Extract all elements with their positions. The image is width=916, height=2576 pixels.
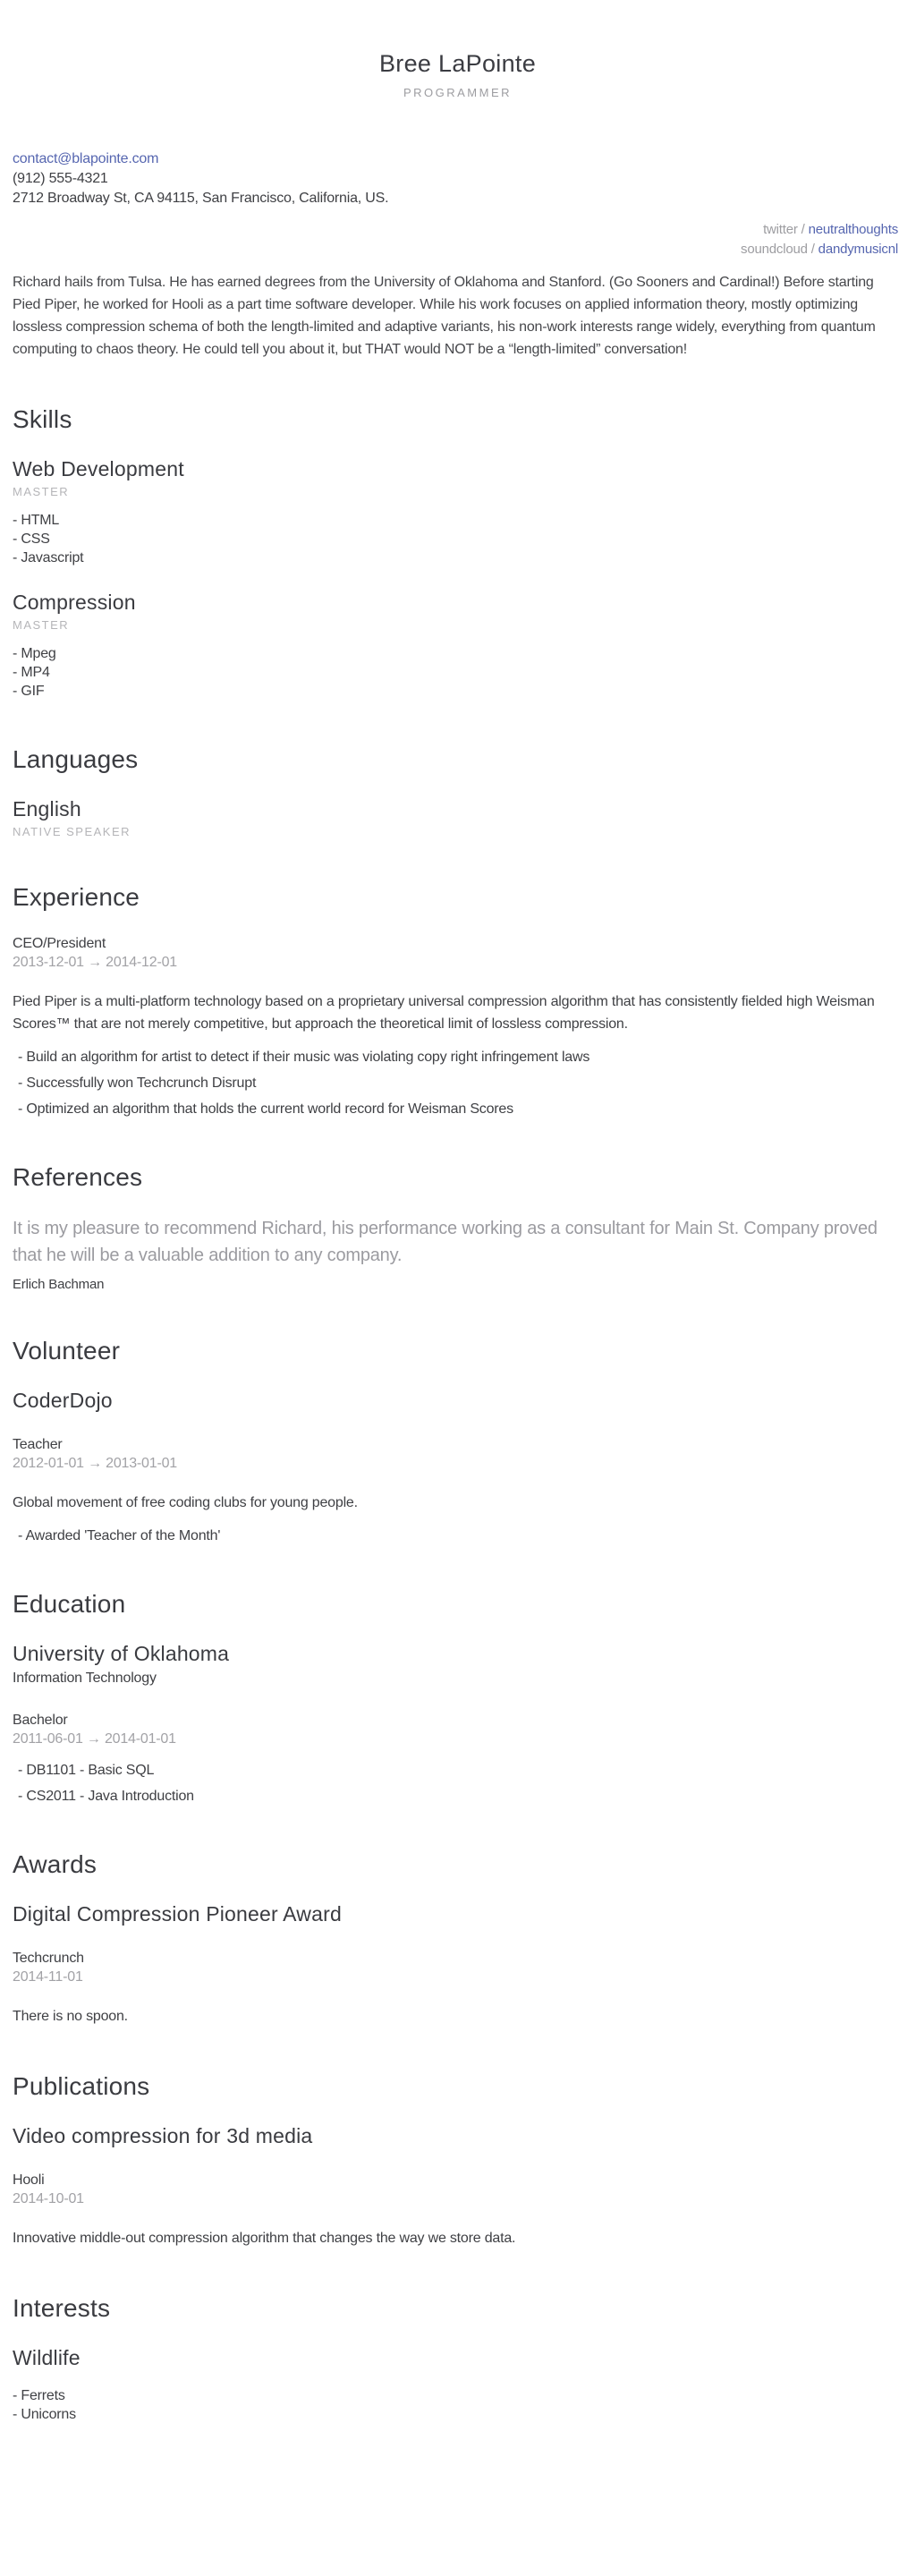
skill-keywords-list — [13, 644, 903, 701]
contact-email-row — [13, 149, 903, 169]
person-title: PROGRAMMER — [403, 86, 513, 99]
interests-heading: Interests — [13, 2294, 111, 2322]
experience-heading: Experience — [13, 883, 140, 911]
social-profiles — [13, 220, 903, 259]
language-name: English — [13, 797, 81, 820]
skill-item — [13, 591, 903, 701]
twitter-username-link[interactable]: neutralthoughts — [808, 222, 898, 237]
skill-keyword-item: - Javascript — [13, 548, 903, 567]
profile-soundcloud — [13, 240, 898, 259]
award-date: 2014-11-01 — [13, 1969, 83, 1985]
education-area: Information Technology — [13, 1671, 157, 1686]
job-highlights-list — [13, 1048, 903, 1118]
reference-name: Erlich Bachman — [13, 1277, 105, 1292]
award-title: Digital Compression Pioneer Award — [13, 1902, 342, 1926]
interest-keyword-item: - Ferrets — [13, 2386, 903, 2405]
language-level-badge: NATIVE SPEAKER — [13, 825, 131, 838]
resume-header — [13, 50, 903, 361]
interest-keywords-list — [13, 2386, 903, 2424]
skill-name: Web Development — [13, 457, 184, 480]
education-course-item: - CS2011 - Java Introduction — [18, 1787, 903, 1806]
publication-summary: Innovative middle-out compression algorithm that changes the way we store data. — [13, 2231, 516, 2246]
publication-name: Video compression for 3d media — [13, 2124, 313, 2147]
education-courses-list — [13, 1761, 903, 1806]
section-references — [13, 1163, 903, 1292]
section-education — [13, 1590, 903, 1806]
award-awarder: Techcrunch — [13, 1951, 84, 1966]
profile-twitter — [13, 220, 898, 240]
education-heading: Education — [13, 1590, 126, 1618]
publication-date: 2014-10-01 — [13, 2191, 84, 2206]
soundcloud-network-label: soundcloud / — [741, 242, 815, 257]
interest-item — [13, 2346, 903, 2424]
skills-heading: Skills — [13, 405, 72, 433]
interest-keyword-item: - Unicorns — [13, 2405, 903, 2424]
publication-item — [13, 2124, 903, 2249]
job-highlight-item: - Build an algorithm for artist to detect if their music was violating copy right infringement laws — [18, 1048, 903, 1067]
skill-keywords-list — [13, 511, 903, 567]
job-dates: 2013-12-01 → 2014-12-01 — [13, 955, 177, 970]
skill-keyword-item: - MP4 — [13, 663, 903, 682]
section-awards — [13, 1850, 903, 2028]
skill-keyword-item: - GIF — [13, 682, 903, 701]
experience-item — [13, 935, 903, 1118]
education-course-item: - DB1101 - Basic SQL — [18, 1761, 903, 1780]
publications-heading: Publications — [13, 2072, 150, 2100]
job-highlight-item: - Successfully won Techcrunch Disrupt — [18, 1074, 903, 1092]
volunteer-organization: CoderDojo — [13, 1389, 113, 1412]
person-name: Bree LaPointe — [378, 50, 537, 77]
award-item — [13, 1902, 903, 2028]
contact-address: 2712 Broadway St, CA 94115, San Francisco, California, US. — [13, 191, 389, 206]
education-institution: University of Oklahoma — [13, 1642, 230, 1665]
volunteer-summary: Global movement of free coding clubs for young people. — [13, 1495, 358, 1510]
education-study-type: Bachelor — [13, 1713, 68, 1728]
publication-publisher: Hooli — [13, 2172, 45, 2188]
skill-name: Compression — [13, 591, 136, 614]
skill-keyword-item: - Mpeg — [13, 644, 903, 663]
volunteer-dates: 2012-01-01 → 2013-01-01 — [13, 1456, 177, 1471]
volunteer-item — [13, 1389, 903, 1545]
volunteer-highlights-list — [13, 1526, 903, 1545]
language-item — [13, 797, 903, 838]
awards-heading: Awards — [13, 1850, 98, 1878]
twitter-network-label: twitter / — [763, 222, 805, 237]
award-summary: There is no spoon. — [13, 2009, 128, 2024]
interest-name: Wildlife — [13, 2346, 81, 2369]
education-item — [13, 1642, 903, 1806]
contact-block — [13, 149, 903, 208]
job-position: CEO/President — [13, 936, 106, 951]
section-languages — [13, 745, 903, 838]
skill-keyword-item: - CSS — [13, 530, 903, 548]
skill-level-badge: MASTER — [13, 618, 70, 632]
reference-item — [13, 1215, 903, 1292]
job-highlight-item: - Optimized an algorithm that holds the current world record for Weisman Scores — [18, 1100, 903, 1118]
reference-quote: It is my pleasure to recommend Richard, his performance working as a consultant for Main St. Company proved that he will be a valuable addition to any company. — [13, 1219, 878, 1265]
section-experience — [13, 883, 903, 1118]
skill-item — [13, 457, 903, 567]
section-volunteer — [13, 1337, 903, 1545]
education-dates: 2011-06-01 → 2014-01-01 — [13, 1731, 176, 1747]
about-summary: Richard hails from Tulsa. He has earned degrees from the University of Oklahoma and Stanford. (Go Sooners and Cardinal!) Before starting Pied Piper, he worked for Hooli as a part time software developer. While his work focuses on applied information theory, mostly optimizing lossless compression schema of both the length-limited and adaptive variants, his non-work interests range widely, everything from quantum computing to chaos theory. He could tell you about it, but THAT would NOT be a “length-limited” conversation! — [13, 275, 876, 357]
references-heading: References — [13, 1163, 143, 1191]
skill-level-badge: MASTER — [13, 485, 70, 498]
soundcloud-username-link[interactable]: dandymusicnl — [818, 242, 898, 257]
email-link[interactable]: contact@blapointe.com — [13, 151, 159, 166]
volunteer-position: Teacher — [13, 1437, 63, 1452]
contact-phone: (912) 555-4321 — [13, 171, 108, 186]
section-skills — [13, 405, 903, 701]
volunteer-heading: Volunteer — [13, 1337, 121, 1365]
languages-heading: Languages — [13, 745, 139, 773]
section-publications — [13, 2072, 903, 2249]
job-summary: Pied Piper is a multi-platform technology based on a proprietary universal compression algorithm that has consistently fielded high Weisman Scores™ that are not merely competitive, but approach the theoretical limit of lossless compression. — [13, 994, 875, 1032]
volunteer-highlight-item: - Awarded 'Teacher of the Month' — [18, 1526, 903, 1545]
section-interests — [13, 2294, 903, 2424]
skill-keyword-item: - HTML — [13, 511, 903, 530]
